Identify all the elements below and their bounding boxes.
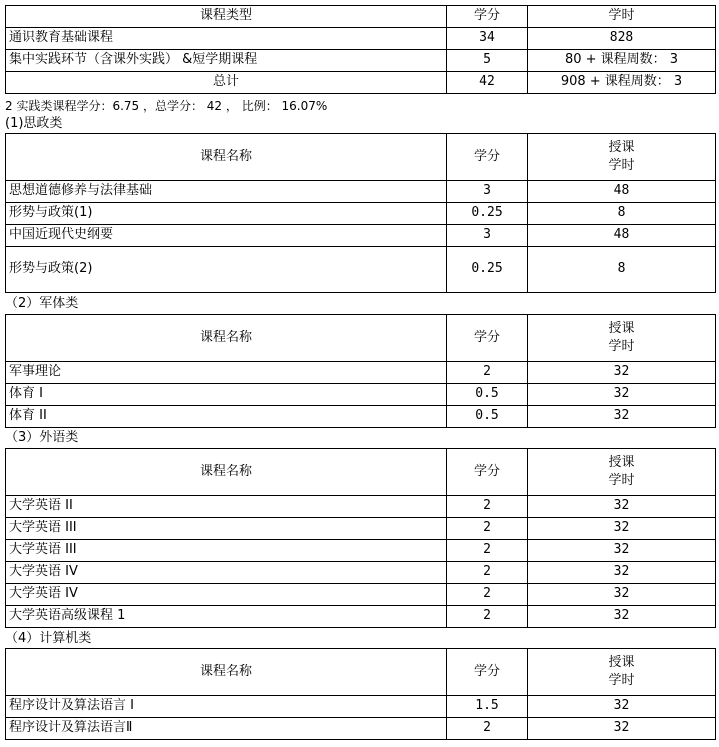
- cell-credits: 3: [447, 181, 528, 203]
- cell-hours: 32: [528, 584, 716, 606]
- table-header-row: [6, 315, 716, 362]
- header-course-type: 课程类型: [6, 6, 447, 28]
- section-title: （2）军体类: [5, 296, 79, 311]
- header-course-name: 课程名称: [6, 134, 447, 181]
- cell-credits: 2: [447, 362, 528, 384]
- cell-credits: 2: [447, 540, 528, 562]
- table-row: [6, 247, 716, 293]
- table-header-row: [6, 134, 716, 181]
- cell-course-name: 形势与政策(1): [6, 203, 447, 225]
- header-course-name: 课程名称: [6, 449, 447, 496]
- header-hours-label: 学时: [608, 473, 635, 488]
- cell-credits: 2: [447, 584, 528, 606]
- summary-table: [5, 5, 716, 94]
- header-teaching-label: 授课: [608, 321, 635, 336]
- cell-hours: 32: [528, 696, 716, 718]
- cell-hours: 48: [528, 225, 716, 247]
- cell-hours: 908 + 课程周数： 3: [528, 72, 716, 94]
- section-table: [5, 448, 716, 628]
- table-row: [6, 28, 716, 50]
- table-row: [6, 362, 716, 384]
- cell-course-type: 总计: [6, 72, 447, 94]
- header-course-name: 课程名称: [6, 315, 447, 362]
- header-teaching-hours: [528, 315, 716, 362]
- header-teaching-label: 授课: [608, 455, 635, 470]
- cell-hours: 32: [528, 406, 716, 428]
- table-row: [6, 562, 716, 584]
- cell-course-name: 大学英语 IV: [6, 584, 447, 606]
- table-row: [6, 50, 716, 72]
- table-row: [6, 718, 716, 740]
- cell-credits: 2: [447, 518, 528, 540]
- table-row: [6, 696, 716, 718]
- cell-credits: 0.5: [447, 384, 528, 406]
- cell-credits: 1.5: [447, 696, 528, 718]
- table-row: [6, 584, 716, 606]
- cell-course-name: 大学英语 III: [6, 518, 447, 540]
- cell-hours: 828: [528, 28, 716, 50]
- table-header-row: [6, 6, 716, 28]
- table-row: [6, 518, 716, 540]
- cell-credits: 42: [447, 72, 528, 94]
- table-row: [6, 225, 716, 247]
- cell-hours: 32: [528, 518, 716, 540]
- cell-course-name: 大学英语 II: [6, 496, 447, 518]
- table-header-row: [6, 649, 716, 696]
- cell-credits: 3: [447, 225, 528, 247]
- cell-course-name: 中国近现代史纲要: [6, 225, 447, 247]
- cell-hours: 32: [528, 362, 716, 384]
- cell-hours: 32: [528, 540, 716, 562]
- header-hours: 学时: [528, 6, 716, 28]
- table-row: [6, 384, 716, 406]
- cell-credits: 2: [447, 718, 528, 740]
- table-row: [6, 203, 716, 225]
- cell-course-name: 程序设计及算法语言 I: [6, 696, 447, 718]
- cell-course-name: 形势与政策(2): [6, 247, 447, 293]
- header-teaching-label: 授课: [608, 140, 635, 155]
- table-row: [6, 606, 716, 628]
- header-teaching-hours: [528, 449, 716, 496]
- cell-hours: 32: [528, 718, 716, 740]
- section-table: [5, 648, 716, 740]
- table-row: [6, 540, 716, 562]
- cell-hours: 8: [528, 247, 716, 293]
- cell-course-name: 体育 II: [6, 406, 447, 428]
- table-row: [6, 496, 716, 518]
- cell-hours: 8: [528, 203, 716, 225]
- cell-course-type: 集中实践环节（含课外实践） &短学期课程: [6, 50, 447, 72]
- header-teaching-label: 授课: [608, 655, 635, 670]
- header-teaching-hours: [528, 134, 716, 181]
- header-credits: 学分: [447, 134, 528, 181]
- section-title: （4）计算机类: [5, 631, 92, 646]
- table-row: [6, 406, 716, 428]
- cell-hours: 32: [528, 384, 716, 406]
- cell-credits: 0.25: [447, 203, 528, 225]
- cell-hours: 32: [528, 606, 716, 628]
- header-credits: 学分: [447, 449, 528, 496]
- section-title: (1)思政类: [5, 116, 63, 131]
- section-title: （3）外语类: [5, 430, 79, 445]
- table-row: [6, 72, 716, 94]
- cell-course-name: 大学英语 III: [6, 540, 447, 562]
- cell-hours: 32: [528, 496, 716, 518]
- table-header-row: [6, 449, 716, 496]
- cell-credits: 2: [447, 562, 528, 584]
- cell-course-name: 大学英语高级课程 1: [6, 606, 447, 628]
- cell-course-name: 大学英语 IV: [6, 562, 447, 584]
- cell-credits: 2: [447, 606, 528, 628]
- cell-course-name: 思想道德修养与法律基础: [6, 181, 447, 203]
- header-credits: 学分: [447, 649, 528, 696]
- cell-credits: 2: [447, 496, 528, 518]
- table-row: [6, 181, 716, 203]
- cell-credits: 0.5: [447, 406, 528, 428]
- cell-course-name: 军事理论: [6, 362, 447, 384]
- cell-hours: 80 + 课程周数： 3: [528, 50, 716, 72]
- cell-course-name: 体育 I: [6, 384, 447, 406]
- cell-hours: 48: [528, 181, 716, 203]
- header-teaching-hours: [528, 649, 716, 696]
- header-credits: 学分: [447, 6, 528, 28]
- cell-credits: 34: [447, 28, 528, 50]
- header-hours-label: 学时: [608, 158, 635, 173]
- header-course-name: 课程名称: [6, 649, 447, 696]
- header-hours-label: 学时: [608, 339, 635, 354]
- header-credits: 学分: [447, 315, 528, 362]
- cell-course-name: 程序设计及算法语言Ⅱ: [6, 718, 447, 740]
- cell-hours: 32: [528, 562, 716, 584]
- practice-ratio-line: 2 实践类课程学分：6.75 ，总学分： 42 ， 比例： 16.07%: [5, 99, 328, 113]
- header-hours-label: 学时: [608, 673, 635, 688]
- section-table: [5, 133, 716, 293]
- cell-course-type: 通识教育基础课程: [6, 28, 447, 50]
- cell-credits: 0.25: [447, 247, 528, 293]
- section-table: [5, 314, 716, 428]
- cell-credits: 5: [447, 50, 528, 72]
